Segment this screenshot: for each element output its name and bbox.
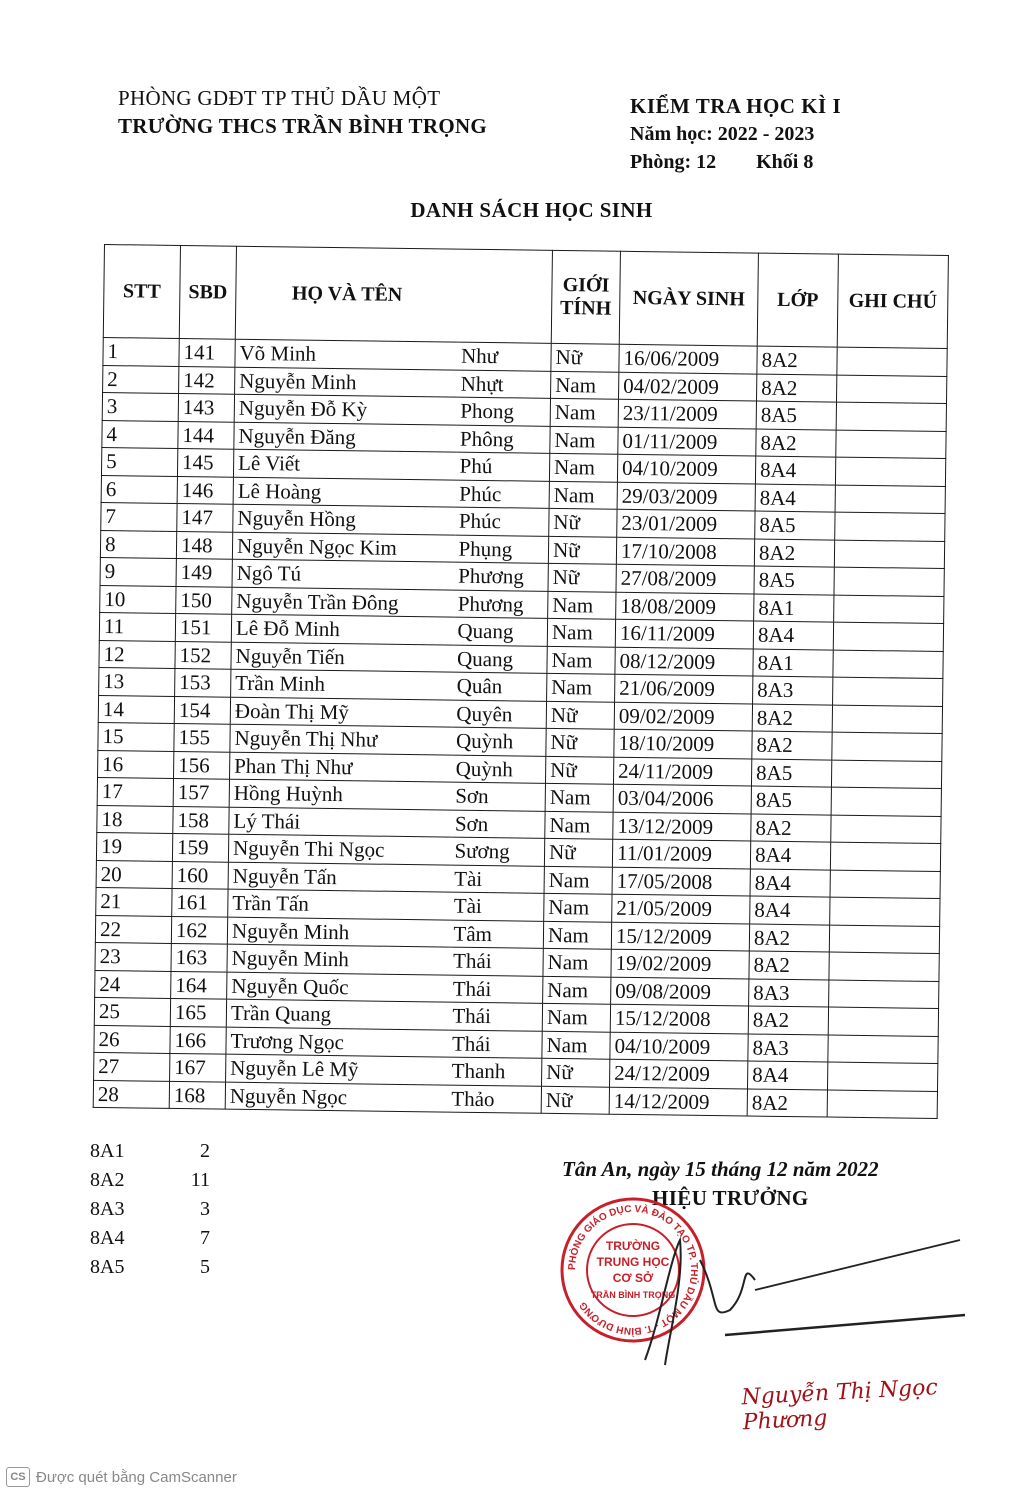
cell-class: 8A4 xyxy=(750,896,830,925)
col-header-class: LỚP xyxy=(757,253,838,347)
cell-first-name: Phông xyxy=(456,425,550,454)
cell-note xyxy=(831,815,941,844)
cell-dob: 19/02/2009 xyxy=(611,949,749,978)
cell-first-name: Thanh xyxy=(448,1057,542,1086)
cell-class: 8A2 xyxy=(757,374,837,403)
cell-note xyxy=(829,980,939,1009)
school-name: TRƯỜNG THCS TRẦN BÌNH TRỌNG xyxy=(118,114,488,138)
cell-gender: Nữ xyxy=(548,536,616,564)
cell-stt: 3 xyxy=(102,392,178,420)
cell-first-name: Nhựt xyxy=(457,370,551,399)
cell-dob: 18/08/2009 xyxy=(616,592,754,621)
cell-dob: 09/02/2009 xyxy=(614,702,752,731)
principal-title: HIỆU TRƯỞNG xyxy=(652,1186,809,1210)
cell-stt: 14 xyxy=(98,695,174,723)
cell-last-name: Ngô Tú xyxy=(232,559,454,589)
cell-first-name: Phúc xyxy=(455,507,549,536)
cell-first-name: Sơn xyxy=(451,782,545,811)
class-count-class: 8A5 xyxy=(90,1256,125,1278)
cell-note xyxy=(830,842,940,871)
cell-class: 8A4 xyxy=(750,869,830,898)
cell-last-name: Trương Ngọc xyxy=(226,1027,448,1057)
sign-place-date: Tân An, ngày 15 tháng 12 năm 2022 xyxy=(562,1157,879,1181)
cell-stt: 9 xyxy=(100,557,176,585)
cell-dob: 29/03/2009 xyxy=(617,482,755,511)
cell-dob: 04/10/2009 xyxy=(617,454,755,483)
cell-gender: Nam xyxy=(544,893,612,921)
cell-last-name: Nguyễn Đăng xyxy=(234,422,456,452)
header-right xyxy=(630,92,841,176)
scanner-footer-text: Được quét bằng CamScanner xyxy=(36,1468,237,1486)
col-header-name-blank xyxy=(457,249,552,343)
cell-stt: 12 xyxy=(99,640,175,668)
cell-stt: 19 xyxy=(96,832,172,860)
cell-dob: 27/08/2009 xyxy=(616,564,754,593)
cell-stt: 13 xyxy=(99,667,175,695)
cell-dob: 15/12/2008 xyxy=(610,1004,748,1033)
cell-first-name: Quỳnh xyxy=(452,727,546,756)
cell-dob: 24/12/2009 xyxy=(610,1059,748,1088)
cell-sbd: 146 xyxy=(177,476,233,504)
cell-sbd: 159 xyxy=(172,833,228,861)
cell-gender: Nam xyxy=(542,1003,610,1031)
cell-stt: 27 xyxy=(94,1052,170,1080)
class-count-class: 8A1 xyxy=(90,1140,125,1162)
cell-sbd: 145 xyxy=(177,448,233,476)
cell-class: 8A2 xyxy=(749,951,829,980)
cell-sbd: 151 xyxy=(175,613,231,641)
grade-level: Khối 8 xyxy=(756,151,814,173)
cell-dob: 21/06/2009 xyxy=(615,674,753,703)
class-count-row xyxy=(90,1227,210,1256)
student-roster-table xyxy=(93,244,949,1119)
cell-last-name: Trần Quang xyxy=(226,999,448,1029)
seal-line-3: CƠ SỞ xyxy=(612,1271,654,1285)
cell-dob: 15/12/2009 xyxy=(611,922,749,951)
cell-class: 8A2 xyxy=(749,924,829,953)
cell-gender: Nữ xyxy=(546,701,614,729)
cell-sbd: 154 xyxy=(174,696,230,724)
cell-first-name: Quyên xyxy=(452,700,546,729)
cell-sbd: 144 xyxy=(178,421,234,449)
col-header-dob: NGÀY SINH xyxy=(619,251,758,346)
cell-last-name: Trần Tấn xyxy=(228,889,450,919)
cell-gender: Nam xyxy=(547,618,615,646)
cell-dob: 04/02/2009 xyxy=(619,372,757,401)
cell-last-name: Đoàn Thị Mỹ xyxy=(230,697,452,727)
class-count-row xyxy=(90,1198,210,1227)
cell-class: 8A5 xyxy=(756,401,836,430)
cell-stt: 16 xyxy=(98,750,174,778)
col-header-gender-line2: TÍNH xyxy=(559,296,612,320)
cell-note xyxy=(829,925,939,954)
cell-note xyxy=(830,897,940,926)
cell-gender: Nữ xyxy=(544,838,612,866)
cell-note xyxy=(835,457,945,486)
cell-gender: Nữ xyxy=(549,508,617,536)
cell-stt: 28 xyxy=(93,1080,169,1108)
cell-sbd: 141 xyxy=(179,338,235,366)
cell-first-name: Quân xyxy=(453,672,547,701)
cell-note xyxy=(834,595,944,624)
cell-dob: 17/05/2008 xyxy=(612,867,750,896)
cell-note xyxy=(828,1035,938,1064)
signer-name: Nguyễn Thị Ngọc Phương xyxy=(740,1375,939,1436)
cell-first-name: Tâm xyxy=(449,920,543,949)
cell-note xyxy=(831,787,941,816)
cell-dob: 18/10/2009 xyxy=(614,729,752,758)
scanner-footer xyxy=(6,1467,237,1487)
cell-gender: Nam xyxy=(543,948,611,976)
cell-sbd: 153 xyxy=(175,668,231,696)
cell-class: 8A5 xyxy=(751,759,831,788)
seal-ring-text: PHÒNG GIÁO DỤC VÀ ĐÀO TẠO TP. THỦ DẦU MỘT - T. BÌNH DƯƠNG xyxy=(566,1203,700,1337)
table-header-row xyxy=(103,245,948,349)
cell-last-name: Nguyễn Thị Như xyxy=(230,724,452,754)
cell-stt: 18 xyxy=(97,805,173,833)
cell-first-name: Tài xyxy=(450,865,544,894)
cell-sbd: 143 xyxy=(178,393,234,421)
cell-class: 8A2 xyxy=(754,539,834,568)
class-count-value: 7 xyxy=(200,1227,210,1249)
cell-class: 8A4 xyxy=(748,1061,828,1090)
cell-gender: Nam xyxy=(547,673,615,701)
cell-last-name: Võ Minh xyxy=(235,339,457,369)
cell-gender: Nữ xyxy=(548,563,616,591)
cell-sbd: 150 xyxy=(176,586,232,614)
cell-note xyxy=(836,402,946,431)
cell-last-name: Nguyễn Minh xyxy=(227,917,449,947)
cell-first-name: Phương xyxy=(454,562,548,591)
cell-first-name: Phú xyxy=(455,452,549,481)
cell-sbd: 160 xyxy=(172,861,228,889)
cell-gender: Nam xyxy=(543,976,611,1004)
cell-first-name: Phong xyxy=(456,397,550,426)
cell-gender: Nữ xyxy=(546,728,614,756)
signature-scribble xyxy=(640,1220,970,1370)
cell-stt: 17 xyxy=(97,777,173,805)
cell-gender: Nam xyxy=(545,811,613,839)
cell-stt: 20 xyxy=(96,860,172,888)
class-count-row xyxy=(90,1169,210,1198)
cell-last-name: Trần Minh xyxy=(231,669,453,699)
cell-dob: 24/11/2009 xyxy=(613,757,751,786)
cell-stt: 26 xyxy=(94,1025,170,1053)
cell-first-name: Phương xyxy=(454,590,548,619)
cell-last-name: Lý Thái xyxy=(229,807,451,837)
cell-stt: 7 xyxy=(101,502,177,530)
cell-note xyxy=(834,540,944,569)
cell-first-name: Sơn xyxy=(451,810,545,839)
cell-last-name: Lê Hoàng xyxy=(233,477,455,507)
cell-class: 8A2 xyxy=(752,704,832,733)
cell-gender: Nam xyxy=(548,591,616,619)
cell-stt: 5 xyxy=(101,447,177,475)
cell-gender: Nữ xyxy=(542,1058,610,1086)
cell-gender: Nam xyxy=(545,783,613,811)
cell-last-name: Nguyễn Quốc xyxy=(227,972,449,1002)
cell-note xyxy=(835,512,945,541)
cell-first-name: Sương xyxy=(450,837,544,866)
cell-gender: Nam xyxy=(550,426,618,454)
exam-title: KIỂM TRA HỌC KÌ I xyxy=(630,94,842,118)
cell-gender: Nam xyxy=(542,1031,610,1059)
cell-class: 8A3 xyxy=(753,676,833,705)
cell-note xyxy=(833,622,943,651)
cell-last-name: Nguyễn Tấn xyxy=(228,862,450,892)
cell-class: 8A2 xyxy=(751,814,831,843)
cell-class: 8A2 xyxy=(756,429,836,458)
class-count-class: 8A2 xyxy=(90,1169,125,1191)
cell-class: 8A1 xyxy=(754,594,834,623)
class-count-value: 3 xyxy=(200,1198,210,1220)
cell-stt: 22 xyxy=(95,915,171,943)
class-count-value: 5 xyxy=(200,1256,210,1278)
camscanner-logo-icon: CS xyxy=(6,1467,30,1487)
cell-last-name: Nguyễn Thi Ngọc xyxy=(228,834,450,864)
cell-class: 8A2 xyxy=(747,1088,827,1117)
cell-stt: 2 xyxy=(103,365,179,393)
class-count-row xyxy=(90,1140,210,1169)
col-header-sbd: SBD xyxy=(179,246,236,340)
cell-dob: 23/01/2009 xyxy=(617,509,755,538)
room-number: Phòng: 12 xyxy=(630,151,717,173)
cell-stt: 4 xyxy=(102,420,178,448)
cell-note xyxy=(834,567,944,596)
cell-last-name: Nguyễn Minh xyxy=(235,367,457,397)
cell-gender: Nam xyxy=(550,398,618,426)
class-count-class: 8A3 xyxy=(90,1198,125,1220)
cell-last-name: Lê Viết xyxy=(233,449,455,479)
cell-last-name: Nguyễn Lê Mỹ xyxy=(226,1054,448,1084)
cell-last-name: Hồng Huỳnh xyxy=(229,779,451,809)
cell-class: 8A3 xyxy=(749,979,829,1008)
cell-sbd: 147 xyxy=(177,503,233,531)
col-header-gender xyxy=(551,250,620,344)
school-year: Năm học: 2022 - 2023 xyxy=(630,123,815,145)
cell-sbd: 156 xyxy=(174,751,230,779)
cell-dob: 21/05/2009 xyxy=(612,894,750,923)
cell-sbd: 142 xyxy=(179,366,235,394)
department-name: PHÒNG GDĐT TP THỦ DẦU MỘT xyxy=(118,86,441,110)
class-count-value: 11 xyxy=(190,1169,210,1191)
cell-note xyxy=(837,347,947,376)
cell-note xyxy=(830,870,940,899)
cell-class: 8A5 xyxy=(755,511,835,540)
class-count-summary xyxy=(90,1140,210,1285)
cell-class: 8A2 xyxy=(748,1006,828,1035)
cell-class: 8A4 xyxy=(755,484,835,513)
cell-gender: Nam xyxy=(547,646,615,674)
col-header-name: HỌ VÀ TÊN xyxy=(235,246,458,342)
cell-dob: 14/12/2009 xyxy=(609,1087,747,1116)
cell-first-name: Quang xyxy=(453,617,547,646)
cell-stt: 6 xyxy=(101,475,177,503)
cell-note xyxy=(836,430,946,459)
cell-dob: 09/08/2009 xyxy=(611,977,749,1006)
cell-stt: 15 xyxy=(98,722,174,750)
cell-class: 8A2 xyxy=(752,731,832,760)
cell-sbd: 148 xyxy=(176,531,232,559)
cell-stt: 10 xyxy=(100,585,176,613)
cell-class: 8A5 xyxy=(751,786,831,815)
cell-gender: Nam xyxy=(543,921,611,949)
cell-note xyxy=(836,375,946,404)
col-header-note: GHI CHÚ xyxy=(837,254,948,348)
cell-first-name: Phụng xyxy=(454,535,548,564)
cell-gender: Nam xyxy=(551,371,619,399)
cell-note xyxy=(833,650,943,679)
cell-sbd: 158 xyxy=(173,806,229,834)
cell-last-name: Nguyễn Hồng xyxy=(233,504,455,534)
class-count-value: 2 xyxy=(200,1140,210,1162)
cell-class: 8A2 xyxy=(757,346,837,375)
cell-class: 8A5 xyxy=(754,566,834,595)
cell-stt: 23 xyxy=(95,942,171,970)
cell-gender: Nam xyxy=(549,481,617,509)
cell-note xyxy=(833,677,943,706)
cell-dob: 23/11/2009 xyxy=(618,399,756,428)
cell-dob: 11/01/2009 xyxy=(612,839,750,868)
cell-sbd: 166 xyxy=(170,1026,226,1054)
cell-last-name: Nguyễn Đỗ Kỳ xyxy=(234,394,456,424)
cell-first-name: Tài xyxy=(450,892,544,921)
cell-sbd: 149 xyxy=(176,558,232,586)
cell-sbd: 163 xyxy=(171,943,227,971)
cell-last-name: Nguyễn Trần Đông xyxy=(232,587,454,617)
cell-first-name: Thảo xyxy=(447,1085,541,1114)
cell-first-name: Thái xyxy=(448,1030,542,1059)
cell-class: 8A4 xyxy=(753,621,833,650)
cell-stt: 8 xyxy=(100,530,176,558)
document-title: DANH SÁCH HỌC SINH xyxy=(410,198,653,222)
class-count-row xyxy=(90,1256,210,1285)
cell-class: 8A3 xyxy=(748,1034,828,1063)
cell-note xyxy=(827,1090,937,1119)
cell-class: 8A1 xyxy=(753,649,833,678)
seal-line-2: TRUNG HỌC xyxy=(596,1255,670,1269)
cell-last-name: Lê Đỗ Minh xyxy=(231,614,453,644)
cell-stt: 1 xyxy=(103,337,179,365)
cell-first-name: Quang xyxy=(453,645,547,674)
cell-note xyxy=(827,1062,937,1091)
cell-last-name: Nguyễn Minh xyxy=(227,944,449,974)
cell-sbd: 168 xyxy=(169,1081,225,1109)
cell-gender: Nam xyxy=(544,866,612,894)
cell-sbd: 152 xyxy=(175,641,231,669)
roster-body xyxy=(93,337,947,1118)
seal-line-1: TRƯỜNG xyxy=(605,1239,661,1253)
cell-gender: Nữ xyxy=(545,756,613,784)
cell-dob: 16/11/2009 xyxy=(615,619,753,648)
cell-dob: 03/04/2006 xyxy=(613,784,751,813)
cell-class: 8A4 xyxy=(755,456,835,485)
cell-dob: 13/12/2009 xyxy=(613,812,751,841)
cell-first-name: Thái xyxy=(448,1002,542,1031)
seal-line-4: TRẦN BÌNH TRỌNG xyxy=(590,1290,676,1300)
cell-stt: 24 xyxy=(95,970,171,998)
cell-note xyxy=(831,760,941,789)
cell-gender: Nam xyxy=(549,453,617,481)
col-header-stt: STT xyxy=(103,245,180,339)
cell-sbd: 155 xyxy=(174,723,230,751)
cell-note xyxy=(835,485,945,514)
class-count-class: 8A4 xyxy=(90,1227,125,1249)
cell-sbd: 165 xyxy=(170,998,226,1026)
cell-sbd: 161 xyxy=(172,888,228,916)
cell-gender: Nữ xyxy=(541,1086,609,1114)
cell-note xyxy=(832,732,942,761)
cell-dob: 01/11/2009 xyxy=(618,427,756,456)
cell-dob: 16/06/2009 xyxy=(619,344,757,373)
cell-class: 8A4 xyxy=(750,841,830,870)
cell-stt: 11 xyxy=(99,612,175,640)
room-grade-line xyxy=(630,148,841,176)
cell-note xyxy=(828,1007,938,1036)
col-header-gender-line1: GIỚI xyxy=(562,274,610,297)
cell-last-name: Nguyễn Tiến xyxy=(231,642,453,672)
cell-sbd: 164 xyxy=(171,971,227,999)
cell-note xyxy=(829,952,939,981)
cell-dob: 04/10/2009 xyxy=(610,1032,748,1061)
cell-note xyxy=(832,705,942,734)
cell-sbd: 157 xyxy=(173,778,229,806)
cell-stt: 25 xyxy=(94,997,170,1025)
cell-first-name: Thái xyxy=(449,947,543,976)
header-left xyxy=(118,84,487,140)
cell-last-name: Phan Thị Như xyxy=(230,752,452,782)
cell-first-name: Thái xyxy=(449,975,543,1004)
cell-dob: 17/10/2008 xyxy=(616,537,754,566)
cell-first-name: Quỳnh xyxy=(451,755,545,784)
cell-stt: 21 xyxy=(96,887,172,915)
cell-last-name: Nguyễn Ngọc Kim xyxy=(232,532,454,562)
cell-dob: 08/12/2009 xyxy=(615,647,753,676)
cell-gender: Nữ xyxy=(551,343,619,371)
cell-first-name: Như xyxy=(457,342,551,371)
cell-sbd: 162 xyxy=(171,916,227,944)
cell-sbd: 167 xyxy=(170,1053,226,1081)
cell-last-name: Nguyễn Ngọc xyxy=(225,1082,447,1112)
cell-first-name: Phúc xyxy=(455,480,549,509)
